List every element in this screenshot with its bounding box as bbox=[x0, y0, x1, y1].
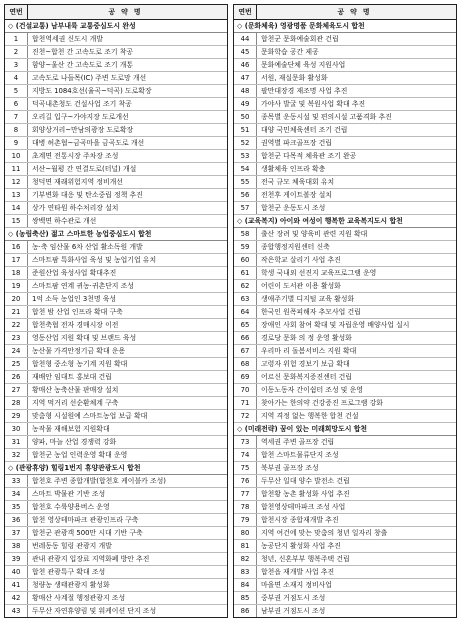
section-header bbox=[234, 20, 456, 33]
table-row bbox=[5, 85, 227, 98]
pledge-name: 쌍백면 하수관로 개선 bbox=[32, 217, 97, 225]
table-row bbox=[234, 98, 456, 111]
pledge-name: 회양상거리~만남의광장 도로확장 bbox=[32, 126, 134, 134]
table-row bbox=[234, 111, 456, 124]
table-row bbox=[234, 332, 456, 345]
row-number: 29 bbox=[5, 410, 28, 422]
table-row bbox=[234, 241, 456, 254]
table-row bbox=[5, 384, 227, 397]
pledge-name: 권역별 파크골프장 건립 bbox=[261, 139, 332, 147]
row-number: 69 bbox=[234, 371, 257, 383]
pledge-name: 합천호 수륙양용버스 운영 bbox=[32, 503, 110, 511]
table-row bbox=[5, 33, 227, 46]
pledge-name: 기부변화 대응 및 탄소중립 정책 추진 bbox=[32, 191, 143, 199]
pledge-name: 스마트팜 특화사업 육성 및 농업기업 유치 bbox=[32, 256, 157, 264]
pledge-tables bbox=[4, 4, 457, 618]
row-number: 43 bbox=[5, 605, 28, 617]
table-row bbox=[234, 527, 456, 540]
pledge-name: 생애주기별 디지털 교육 활성화 bbox=[261, 295, 355, 303]
row-number: 12 bbox=[5, 176, 28, 188]
row-number: 71 bbox=[234, 397, 257, 409]
pledge-name: 합천군 문화예술회관 건립 bbox=[261, 35, 339, 43]
pledge-name: 오리길 입구~가야지장 도로개선 bbox=[32, 113, 129, 121]
pledge-name: 청덕면 재래위험지역 정비개선 bbox=[32, 178, 123, 186]
row-number: 62 bbox=[234, 280, 257, 292]
table-row bbox=[5, 98, 227, 111]
section-title: ◇ (관광휴양) 힐링1번지 휴양관광도시 합천 bbox=[8, 464, 141, 472]
row-number: 65 bbox=[234, 319, 257, 331]
table-row bbox=[5, 449, 227, 462]
pledge-name: 팔만대장경 재조명 사업 추진 bbox=[261, 87, 348, 95]
pledge-name: 종목별 운동시설 및 편의시설 고품격화 추진 bbox=[261, 113, 392, 121]
row-number: 78 bbox=[234, 501, 257, 513]
row-number: 44 bbox=[234, 33, 257, 45]
row-number: 55 bbox=[234, 176, 257, 188]
row-number: 21 bbox=[5, 306, 28, 318]
table-row bbox=[234, 33, 456, 46]
section-header bbox=[5, 20, 227, 33]
right-table bbox=[233, 4, 457, 618]
table-row bbox=[234, 72, 456, 85]
row-number: 27 bbox=[5, 384, 28, 396]
pledge-name: 스마트팜 연계 귀농·귀촌단지 조성 bbox=[32, 282, 134, 290]
pledge-name: 지역 여건에 맞는 맞춤의 청년 일자리 창출 bbox=[261, 529, 388, 537]
row-number: 70 bbox=[234, 384, 257, 396]
row-number: 1 bbox=[5, 33, 28, 45]
pledge-name: 합천 밤 산업 인프라 확대 구축 bbox=[32, 308, 123, 316]
row-number: 81 bbox=[234, 540, 257, 552]
pledge-name: 덕곡내촌청도 건설사업 조기 착공 bbox=[32, 100, 132, 108]
row-number: 6 bbox=[5, 98, 28, 110]
pledge-name: 서원, 재실문화 활성화 bbox=[261, 74, 328, 82]
table-row bbox=[234, 384, 456, 397]
row-number: 58 bbox=[234, 228, 257, 240]
table-row bbox=[5, 72, 227, 85]
table-row bbox=[5, 358, 227, 371]
pledge-name: 전천후 게이트볼장 설치 bbox=[261, 191, 332, 199]
pledge-name: 합천형 중소형 농기계 지원 확대 bbox=[32, 360, 128, 368]
row-number: 60 bbox=[234, 254, 257, 266]
row-number: 15 bbox=[5, 215, 28, 227]
row-number: 56 bbox=[234, 189, 257, 201]
pledge-name: 재배안 임대트 홍보대 건립 bbox=[32, 373, 112, 381]
section-header bbox=[5, 228, 227, 241]
table-row bbox=[5, 254, 227, 267]
row-number: 66 bbox=[234, 332, 257, 344]
row-number: 17 bbox=[5, 254, 28, 266]
section-header bbox=[234, 423, 456, 436]
row-number: 53 bbox=[234, 150, 257, 162]
table-row bbox=[5, 150, 227, 163]
row-number: 7 bbox=[5, 111, 28, 123]
row-number: 38 bbox=[5, 540, 28, 552]
pledge-name: 청년, 신혼부부 행복주택 건립 bbox=[261, 555, 350, 563]
table-row bbox=[5, 501, 227, 514]
table-row bbox=[5, 293, 227, 306]
row-number: 84 bbox=[234, 579, 257, 591]
table-row bbox=[234, 163, 456, 176]
row-number: 39 bbox=[5, 553, 28, 565]
pledge-name: 1억 소득 농업인 3천명 육성 bbox=[32, 295, 117, 303]
pledge-name: 상가 연타원 하수처리장 설치 bbox=[32, 204, 119, 212]
row-number: 5 bbox=[5, 85, 28, 97]
table-row bbox=[5, 306, 227, 319]
row-number: 51 bbox=[234, 124, 257, 136]
row-number: 10 bbox=[5, 150, 28, 162]
pledge-name: 고속도로 나들목(IC) 주변 도로망 개선 bbox=[32, 74, 147, 82]
pledge-name: 합천 스마트물류단지 조성 bbox=[261, 451, 339, 459]
row-number: 59 bbox=[234, 241, 257, 253]
row-number: 48 bbox=[234, 85, 257, 97]
header-num: 연번 bbox=[5, 5, 28, 19]
pledge-name: 관내 관광지 입장료 지역화폐 방안 추진 bbox=[32, 555, 150, 563]
table-row bbox=[5, 46, 227, 59]
table-row bbox=[5, 111, 227, 124]
table-row bbox=[5, 592, 227, 605]
table-row bbox=[5, 280, 227, 293]
table-row bbox=[5, 397, 227, 410]
pledge-name: 작은학교 살리기 사업 추진 bbox=[261, 256, 341, 264]
pledge-name: 합천호 주변 종합개발(합천호 케이블카 조성) bbox=[32, 477, 166, 485]
row-number: 80 bbox=[234, 527, 257, 539]
pledge-name: 합천군 농업 인력운영 확대 운영 bbox=[32, 451, 128, 459]
row-number: 2 bbox=[5, 46, 28, 58]
pledge-name: 우리마 리 돌봄서비스 지원 확대 bbox=[261, 347, 357, 355]
table-header bbox=[5, 5, 227, 20]
table-row bbox=[5, 189, 227, 202]
pledge-name: 한국인 원폭피해자 추모사업 건립 bbox=[261, 308, 361, 316]
pledge-name: 합천시장 종합재개발 추진 bbox=[261, 516, 339, 524]
table-row bbox=[234, 592, 456, 605]
header-title: 공약명 bbox=[108, 8, 147, 16]
table-row bbox=[234, 124, 456, 137]
row-number: 3 bbox=[5, 59, 28, 71]
row-number: 19 bbox=[5, 280, 28, 292]
row-number: 4 bbox=[5, 72, 28, 84]
table-row bbox=[234, 410, 456, 423]
table-row bbox=[5, 241, 227, 254]
table-row bbox=[5, 527, 227, 540]
row-number: 26 bbox=[5, 371, 28, 383]
row-number: 61 bbox=[234, 267, 257, 279]
row-number: 85 bbox=[234, 592, 257, 604]
table-row bbox=[5, 176, 227, 189]
pledge-name: 스마트 박물관 기반 조성 bbox=[32, 490, 106, 498]
table-row bbox=[234, 475, 456, 488]
pledge-name: 생활체육 인프라 확충 bbox=[261, 165, 326, 173]
table-header bbox=[234, 5, 456, 20]
table-row bbox=[234, 280, 456, 293]
table-row bbox=[234, 371, 456, 384]
row-number: 18 bbox=[5, 267, 28, 279]
table-row bbox=[5, 579, 227, 592]
row-number: 16 bbox=[5, 241, 28, 253]
pledge-name: 농공단지 활성화 사업 추진 bbox=[261, 542, 341, 550]
pledge-name: 가야사 발굴 및 복원사업 확대 추진 bbox=[261, 100, 366, 108]
table-row bbox=[234, 202, 456, 215]
pledge-name: 대병 허촌협~금곡마을 금곡도로 개선 bbox=[32, 139, 145, 147]
pledge-name: 서산~월평 간 연결도로(터널) 개설 bbox=[32, 165, 137, 173]
table-row bbox=[5, 410, 227, 423]
row-number: 47 bbox=[234, 72, 257, 84]
table-row bbox=[234, 59, 456, 72]
pledge-name: 문화예술단체 육성 지원사업 bbox=[261, 61, 346, 69]
pledge-name: 학생 국내외 선진지 교육프로그램 운영 bbox=[261, 269, 377, 277]
pledge-name: 대양 국민체육센터 조기 건립 bbox=[261, 126, 348, 134]
pledge-name: 합천읍 재개발 사업 추진 bbox=[261, 568, 335, 576]
table-row bbox=[234, 605, 456, 617]
pledge-name: 중부권 거점도시 조성 bbox=[261, 594, 326, 602]
section-title: ◇ (건설교통) 남부내륙 교통중심도시 완성 bbox=[8, 22, 136, 30]
pledge-name: 역세권 주변 골프장 건립 bbox=[261, 438, 335, 446]
section-title: ◇ (교육복지) 아이와 여성이 행복한 교육복지도시 합천 bbox=[237, 217, 403, 225]
row-number: 68 bbox=[234, 358, 257, 370]
pledge-name: 양파, 마늘 산업 경쟁력 강화 bbox=[32, 438, 117, 446]
table-row bbox=[5, 423, 227, 436]
table-row bbox=[234, 436, 456, 449]
pledge-name: 합천군 관광객 500만 시대 기반 구축 bbox=[32, 529, 143, 537]
table-row bbox=[234, 397, 456, 410]
pledge-name: 초계면 전통시장 주차장 조성 bbox=[32, 152, 119, 160]
table-row bbox=[234, 540, 456, 553]
pledge-name: 경로당 문화 의 정 운영 활성화 bbox=[261, 334, 352, 342]
table-row bbox=[234, 254, 456, 267]
pledge-name: 농작물 재해보험 지원확대 bbox=[32, 425, 110, 433]
row-number: 37 bbox=[5, 527, 28, 539]
table-row bbox=[5, 371, 227, 384]
row-number: 25 bbox=[5, 358, 28, 370]
pledge-name: 두무산 자연휴양림 및 워케이션 단지 조성 bbox=[32, 607, 157, 615]
pledge-name: 청량농 생태관광지 활성화 bbox=[32, 581, 110, 589]
row-number: 22 bbox=[5, 319, 28, 331]
table-row bbox=[234, 514, 456, 527]
row-number: 20 bbox=[5, 293, 28, 305]
table-row bbox=[234, 267, 456, 280]
pledge-name: 황매산 사계절 행정관광지 조성 bbox=[32, 594, 126, 602]
row-number: 67 bbox=[234, 345, 257, 357]
table-row bbox=[5, 475, 227, 488]
pledge-name: 농·축 임산물 6차 산업 활소독원 개발 bbox=[32, 243, 143, 251]
pledge-name: 합천 관광특구 확대 조성 bbox=[32, 568, 106, 576]
row-number: 11 bbox=[5, 163, 28, 175]
row-number: 35 bbox=[5, 501, 28, 513]
left-table bbox=[4, 4, 228, 618]
table-row bbox=[5, 202, 227, 215]
row-number: 33 bbox=[5, 475, 28, 487]
pledge-name: 합천군 다목적 체육관 조기 완공 bbox=[261, 152, 357, 160]
pledge-name: 맞춤형 시설원예 스마트농업 보급 확대 bbox=[32, 412, 148, 420]
pledge-name: 남부권 거점도시 조성 bbox=[261, 607, 326, 615]
pledge-name: 마을면 소재지 정비사업 bbox=[261, 581, 332, 589]
table-row bbox=[234, 228, 456, 241]
row-number: 45 bbox=[234, 46, 257, 58]
row-number: 14 bbox=[5, 202, 28, 214]
row-number: 76 bbox=[234, 475, 257, 487]
pledge-name: 이동노동자 간이쉼터 조성 및 운영 bbox=[261, 386, 363, 394]
header-title: 공약명 bbox=[337, 8, 376, 16]
pledge-name: 어린이 도서관 이용 활성화 bbox=[261, 282, 341, 290]
row-number: 79 bbox=[234, 514, 257, 526]
row-number: 9 bbox=[5, 137, 28, 149]
row-number: 57 bbox=[234, 202, 257, 214]
table-row bbox=[5, 137, 227, 150]
row-number: 40 bbox=[5, 566, 28, 578]
row-number: 31 bbox=[5, 436, 28, 448]
table-row bbox=[234, 579, 456, 592]
table-row bbox=[234, 345, 456, 358]
row-number: 63 bbox=[234, 293, 257, 305]
section-header bbox=[5, 462, 227, 475]
pledge-name: 준원산업 육성사업 확대추진 bbox=[32, 269, 117, 277]
table-row bbox=[5, 124, 227, 137]
table-row bbox=[234, 462, 456, 475]
pledge-name: 지역 격정 없는 행복한 합천 건설 bbox=[261, 412, 359, 420]
table-row bbox=[234, 306, 456, 319]
pledge-name: 합천영상테마파크 조성 사업 bbox=[261, 503, 346, 511]
pledge-name: 찾아가는 한의약 건강증진 프로그램 강화 bbox=[261, 399, 383, 407]
table-row bbox=[234, 85, 456, 98]
table-row bbox=[234, 189, 456, 202]
table-row bbox=[234, 358, 456, 371]
table-row bbox=[5, 488, 227, 501]
row-number: 75 bbox=[234, 462, 257, 474]
pledge-name: 합천역세권 신도시 개발 bbox=[32, 35, 103, 43]
pledge-name: 지역 먹거리 선순환체계 구축 bbox=[32, 399, 119, 407]
table-row bbox=[234, 319, 456, 332]
table-row bbox=[5, 540, 227, 553]
table-row bbox=[234, 501, 456, 514]
pledge-name: 지방도 1084호선(율곡~덕곡) 도로확장 bbox=[32, 87, 152, 95]
table-row bbox=[234, 553, 456, 566]
table-row bbox=[234, 46, 456, 59]
pledge-name: 진천~합천 간 고속도로 조기 착공 bbox=[32, 48, 134, 56]
row-number: 13 bbox=[5, 189, 28, 201]
row-number: 72 bbox=[234, 410, 257, 422]
pledge-name: 장애인 사회 참여 확대 및 자립운영 배양사업 실시 bbox=[261, 321, 410, 329]
table-row bbox=[234, 449, 456, 462]
table-row bbox=[5, 605, 227, 617]
row-number: 34 bbox=[5, 488, 28, 500]
table-row bbox=[5, 215, 227, 228]
pledge-name: 번레동동 힐링 관광지 개발 bbox=[32, 542, 112, 550]
header-num: 연번 bbox=[234, 5, 257, 19]
table-row bbox=[5, 436, 227, 449]
section-title: ◇ (문화체육) 영광명품 문화체육도시 합천 bbox=[237, 22, 365, 30]
row-number: 82 bbox=[234, 553, 257, 565]
section-title: ◇ (미래전략) 꿈이 있는 미래희망도시 합천 bbox=[237, 425, 368, 433]
row-number: 86 bbox=[234, 605, 257, 617]
table-row bbox=[234, 150, 456, 163]
pledge-name: 합천축협 전자 경매시장 이전 bbox=[32, 321, 119, 329]
row-number: 32 bbox=[5, 449, 28, 461]
table-row bbox=[5, 163, 227, 176]
pledge-name: 황매산 농축산물 판매장 설치 bbox=[32, 386, 119, 394]
pledge-name: 출산 장려 및 양육비 관련 지원 확대 bbox=[261, 230, 368, 238]
section-header bbox=[234, 215, 456, 228]
row-number: 46 bbox=[234, 59, 257, 71]
table-row bbox=[234, 488, 456, 501]
row-number: 42 bbox=[5, 592, 28, 604]
table-row bbox=[5, 345, 227, 358]
pledge-name: 합천 영상테마파크 관광인프라 구축 bbox=[32, 516, 139, 524]
row-number: 73 bbox=[234, 436, 257, 448]
table-row bbox=[5, 319, 227, 332]
row-number: 24 bbox=[5, 345, 28, 357]
table-row bbox=[5, 553, 227, 566]
row-number: 52 bbox=[234, 137, 257, 149]
pledge-name: 함양~울산 간 고속도로 조기 개통 bbox=[32, 61, 134, 69]
section-title: ◇ (농림축산) 젊고 스마트한 농업중심도시 합천 bbox=[8, 230, 152, 238]
table-row bbox=[5, 566, 227, 579]
pledge-name: 북부권 골프장 조성 bbox=[261, 464, 319, 472]
row-number: 54 bbox=[234, 163, 257, 175]
pledge-name: 합천황 농촌 활성화 사업 추진 bbox=[261, 490, 350, 498]
pledge-name: 문화학습 공간 제공 bbox=[261, 48, 319, 56]
row-number: 64 bbox=[234, 306, 257, 318]
row-number: 74 bbox=[234, 449, 257, 461]
row-number: 28 bbox=[5, 397, 28, 409]
table-row bbox=[5, 332, 227, 345]
pledge-name: 농산물 가격안정기금 확대 운용 bbox=[32, 347, 126, 355]
row-number: 77 bbox=[234, 488, 257, 500]
row-number: 41 bbox=[5, 579, 28, 591]
row-number: 50 bbox=[234, 111, 257, 123]
pledge-name: 합천군 운동도시 조성 bbox=[261, 204, 326, 212]
pledge-name: 종합행정지원센터 신축 bbox=[261, 243, 330, 251]
pledge-name: 고령자 위험 경보기 보급 확대 bbox=[261, 360, 350, 368]
table-row bbox=[234, 176, 456, 189]
table-row bbox=[234, 566, 456, 579]
row-number: 36 bbox=[5, 514, 28, 526]
table-row bbox=[234, 293, 456, 306]
table-row bbox=[5, 514, 227, 527]
row-number: 49 bbox=[234, 98, 257, 110]
pledge-name: 전국 규모 체육대회 유치 bbox=[261, 178, 335, 186]
row-number: 8 bbox=[5, 124, 28, 136]
pledge-name: 두무산 일대 양수 발전소 건립 bbox=[261, 477, 350, 485]
row-number: 30 bbox=[5, 423, 28, 435]
row-number: 23 bbox=[5, 332, 28, 344]
pledge-name: 영동산업 지원 확대 및 브랜드 육성 bbox=[32, 334, 137, 342]
table-row bbox=[5, 59, 227, 72]
pledge-name: 어르신 문화복지증진센터 건립 bbox=[261, 373, 352, 381]
row-number: 83 bbox=[234, 566, 257, 578]
table-row bbox=[234, 137, 456, 150]
table-row bbox=[5, 267, 227, 280]
